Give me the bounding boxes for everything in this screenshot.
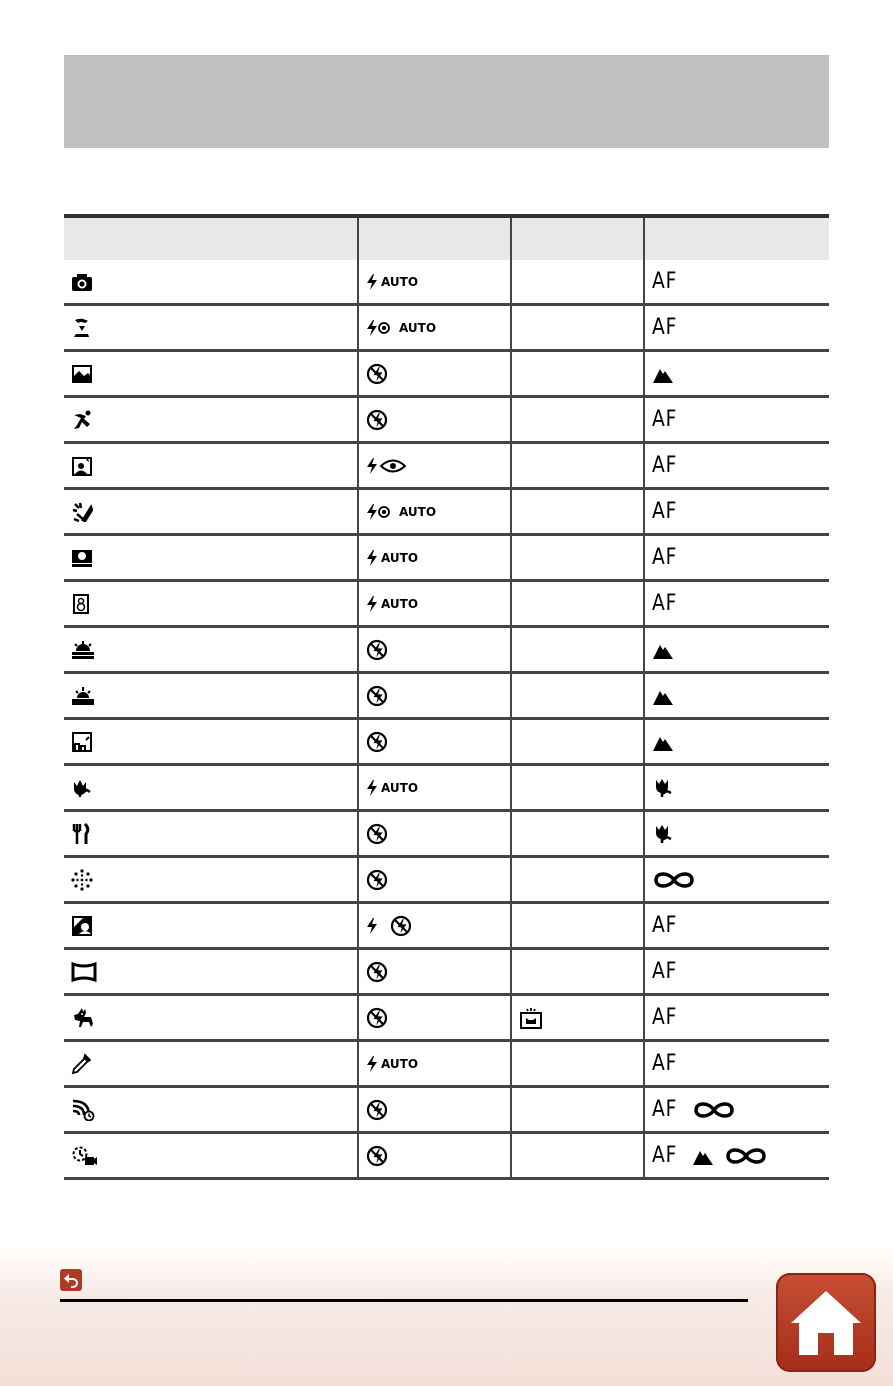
- table-row: [64, 673, 829, 719]
- af-label: AF: [652, 591, 678, 616]
- flash-cell: [358, 1087, 511, 1133]
- macro-flower-icon: [652, 824, 674, 844]
- af-label: AF: [652, 269, 678, 294]
- focus-cell: [644, 489, 829, 535]
- af-label: AF: [652, 1005, 678, 1030]
- table-row: [64, 903, 829, 949]
- scene-cell: [64, 673, 358, 719]
- flash-off-icon: [366, 869, 388, 891]
- flash-auto-icon: [366, 1054, 418, 1074]
- special-cell: [511, 1133, 644, 1179]
- scene-cell: [64, 1087, 358, 1133]
- flash-off-icon: [366, 1007, 388, 1029]
- special-cell: [511, 949, 644, 995]
- home-button[interactable]: [776, 1273, 876, 1372]
- focus-cell: [644, 581, 829, 627]
- flash-auto-label: AUTO: [381, 550, 419, 565]
- landscape-icon: [71, 364, 93, 384]
- backlighting-icon: [71, 915, 93, 937]
- focus-cell: [644, 535, 829, 581]
- scene-cell: [64, 581, 358, 627]
- focus-cell: [644, 719, 829, 765]
- flash-off-icon: [390, 915, 412, 937]
- infinity-icon: [692, 1099, 736, 1121]
- fireworks-icon: [71, 869, 93, 891]
- flash-bolt-glyph: [366, 318, 398, 338]
- table-row: [64, 535, 829, 581]
- flash-cell: [358, 489, 511, 535]
- flash-bolt-glyph: [366, 548, 380, 568]
- focus-cell: [644, 397, 829, 443]
- flash-cell: [358, 443, 511, 489]
- af-label: AF: [652, 453, 678, 478]
- flash-off-icon: [366, 363, 388, 385]
- focus-cell: [644, 1087, 829, 1133]
- infinity-mountain-icon: [652, 732, 674, 752]
- flash-cell: [358, 535, 511, 581]
- special-cell: [511, 1087, 644, 1133]
- panorama-icon: [71, 962, 97, 982]
- table-row: [64, 811, 829, 857]
- focus-cell: [644, 765, 829, 811]
- scene-cell: [64, 949, 358, 995]
- special-cell: [511, 903, 644, 949]
- special-cell: [511, 305, 644, 351]
- infinity-mountain-icon: [652, 686, 674, 706]
- infinity-mountain-icon: [652, 364, 674, 384]
- star-trails-icon: [71, 1099, 95, 1121]
- table-row: [64, 765, 829, 811]
- back-arrow-icon: [63, 1272, 79, 1288]
- flash-cell: [358, 995, 511, 1041]
- focus-cell: [644, 260, 829, 305]
- scene-cell: [64, 719, 358, 765]
- time-lapse-movie-icon: [71, 1145, 97, 1167]
- flash-redeye-icon: [366, 456, 406, 476]
- special-cell: [511, 581, 644, 627]
- camera-icon: [71, 272, 93, 292]
- scene-cell: [64, 765, 358, 811]
- focus-cell: [644, 995, 829, 1041]
- table-row: [64, 719, 829, 765]
- flash-off-icon: [366, 1145, 388, 1167]
- flash-off-icon: [366, 961, 388, 983]
- beach-icon: [71, 548, 93, 568]
- table-row: [64, 1087, 829, 1133]
- flash-off-icon: [366, 731, 388, 753]
- focus-cell: [644, 305, 829, 351]
- special-cell: [511, 857, 644, 903]
- scene-cell: [64, 1133, 358, 1179]
- flash-cell: [358, 351, 511, 397]
- scene-cell: [64, 811, 358, 857]
- table-row: [64, 857, 829, 903]
- flash-auto-label: AUTO: [399, 320, 437, 335]
- close-up-icon: [71, 778, 93, 798]
- sports-icon: [71, 410, 93, 430]
- flash-cell: [358, 1041, 511, 1087]
- scene-cell: [64, 995, 358, 1041]
- table-row: [64, 351, 829, 397]
- special-cell: [511, 443, 644, 489]
- flash-off-icon: [366, 639, 388, 661]
- flash-auto-label: AUTO: [381, 596, 419, 611]
- special-cell: [511, 1041, 644, 1087]
- header-cell-special: [511, 216, 644, 260]
- flash-cell: [358, 627, 511, 673]
- dusk-dawn-icon: [71, 686, 95, 706]
- header-cell-scene: [64, 216, 358, 260]
- eyedropper-icon: [71, 1053, 91, 1075]
- flash-cell: [358, 811, 511, 857]
- special-cell: [511, 627, 644, 673]
- scene-cell: [64, 857, 358, 903]
- night-landscape-icon: [71, 731, 93, 753]
- af-label: AF: [652, 1097, 678, 1122]
- special-cell: [511, 260, 644, 305]
- scene-cell: [64, 903, 358, 949]
- table-row: [64, 1133, 829, 1179]
- party-indoor-icon: [71, 502, 93, 522]
- special-cell: [511, 995, 644, 1041]
- page-footer: [0, 1245, 893, 1386]
- af-label: AF: [652, 1051, 678, 1076]
- af-label: AF: [652, 1143, 678, 1168]
- table-header-row: [64, 216, 829, 260]
- scene-cell: [64, 1041, 358, 1087]
- snow-icon: [71, 593, 91, 615]
- food-icon: [71, 823, 91, 845]
- flash-cell: [358, 673, 511, 719]
- flash-bolt-glyph: [366, 778, 380, 798]
- special-cell: [511, 535, 644, 581]
- focus-cell: [644, 1133, 829, 1179]
- section-title-band: [64, 55, 829, 148]
- header-cell-focus: [644, 216, 829, 260]
- focus-cell: [644, 903, 829, 949]
- special-cell: [511, 765, 644, 811]
- flash-bolt-glyph: [366, 594, 380, 614]
- scene-cell: [64, 305, 358, 351]
- back-button[interactable]: [60, 1269, 82, 1291]
- pet-auto-release-icon: [519, 1007, 543, 1029]
- focus-cell: [644, 1041, 829, 1087]
- table-row: [64, 489, 829, 535]
- table-row: [64, 949, 829, 995]
- af-label: AF: [652, 315, 678, 340]
- table-row: [64, 305, 829, 351]
- af-label: AF: [652, 499, 678, 524]
- flash-cell: [358, 581, 511, 627]
- table-row: [64, 1041, 829, 1087]
- infinity-mountain-icon: [652, 640, 674, 660]
- af-label: AF: [652, 545, 678, 570]
- macro-flower-icon: [652, 778, 674, 798]
- scene-cell: [64, 351, 358, 397]
- flash-auto-icon: [366, 594, 418, 614]
- flash-cell: [358, 949, 511, 995]
- flash-auto-label: AUTO: [381, 1056, 419, 1071]
- af-label: AF: [652, 913, 678, 938]
- flash-bolt-glyph: [366, 1054, 380, 1074]
- focus-cell: [644, 811, 829, 857]
- special-cell: [511, 673, 644, 719]
- infinity-icon: [652, 869, 696, 891]
- flash-auto-label: AUTO: [381, 780, 419, 795]
- table-row: [64, 627, 829, 673]
- af-label: AF: [652, 959, 678, 984]
- flash-auto-icon: [366, 778, 418, 798]
- focus-cell: [644, 351, 829, 397]
- focus-cell: [644, 627, 829, 673]
- pet-portrait-icon: [71, 1008, 95, 1028]
- flash-cell: [358, 719, 511, 765]
- focus-cell: [644, 949, 829, 995]
- scene-cell: [64, 535, 358, 581]
- scene-cell: [64, 489, 358, 535]
- scene-cell: [64, 443, 358, 489]
- flash-cell: [358, 397, 511, 443]
- table-row: [64, 260, 829, 305]
- flash-cell: [358, 305, 511, 351]
- footer-rule: [60, 1299, 748, 1302]
- flash-cell: [358, 1133, 511, 1179]
- flash-bolt-glyph: [366, 502, 398, 522]
- flash-fill-icon: [366, 916, 380, 936]
- home-icon: [787, 1287, 865, 1359]
- flash-cell: [358, 260, 511, 305]
- night-portrait-icon: [71, 455, 93, 477]
- special-cell: [511, 397, 644, 443]
- special-cell: [511, 489, 644, 535]
- focus-cell: [644, 443, 829, 489]
- special-cell: [511, 719, 644, 765]
- focus-cell: [644, 673, 829, 719]
- special-cell: [511, 351, 644, 397]
- table-row: [64, 581, 829, 627]
- sunset-icon: [71, 640, 95, 660]
- scene-cell: [64, 260, 358, 305]
- flash-auto-icon: [366, 548, 418, 568]
- infinity-icon: [724, 1145, 768, 1167]
- table-row: [64, 995, 829, 1041]
- flash-off-icon: [366, 685, 388, 707]
- flash-off-icon: [366, 409, 388, 431]
- table-row: [64, 397, 829, 443]
- infinity-mountain-icon: [692, 1146, 714, 1166]
- flash-auto-redeye-icon: [366, 318, 436, 338]
- table-row: [64, 443, 829, 489]
- scene-cell: [64, 397, 358, 443]
- flash-off-icon: [366, 823, 388, 845]
- flash-cell: [358, 903, 511, 949]
- af-label: AF: [652, 407, 678, 432]
- header-cell-flash: [358, 216, 511, 260]
- flash-cell: [358, 765, 511, 811]
- special-cell: [511, 811, 644, 857]
- flash-cell: [358, 857, 511, 903]
- flash-auto-label: AUTO: [381, 274, 419, 289]
- flash-auto-label: AUTO: [399, 504, 437, 519]
- portrait-icon: [71, 317, 91, 339]
- scene-settings-table: [64, 214, 829, 1180]
- scene-cell: [64, 627, 358, 673]
- flash-auto-redeye-icon: [366, 502, 436, 522]
- flash-bolt-glyph: [366, 272, 380, 292]
- focus-cell: [644, 857, 829, 903]
- flash-auto-icon: [366, 272, 418, 292]
- flash-off-icon: [366, 1099, 388, 1121]
